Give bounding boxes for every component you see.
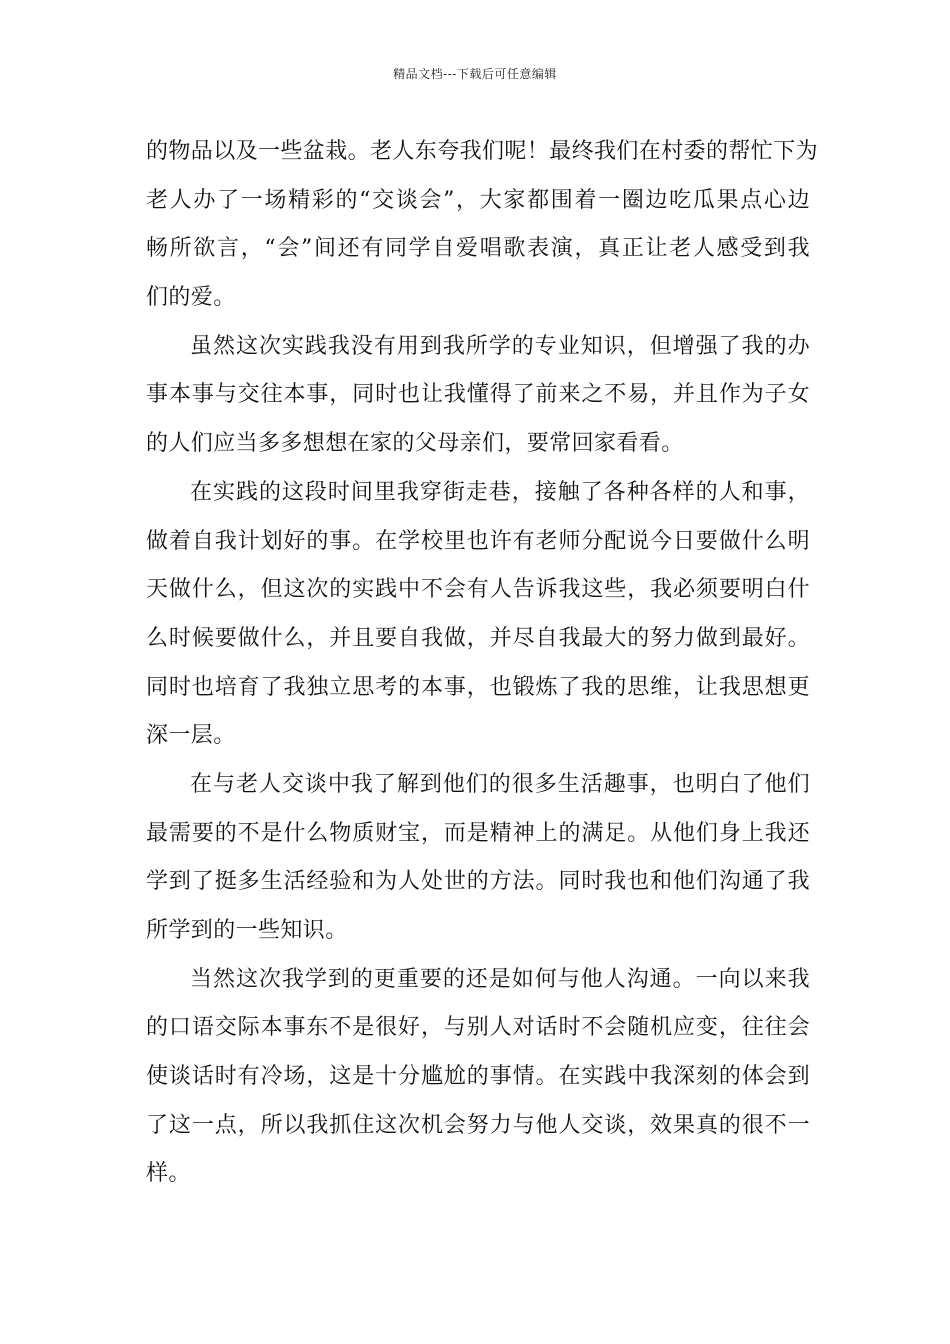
text-line: 学到了挺多生活经验和为人处世的方法。同时我也和他们沟通了我: [146, 869, 810, 895]
paragraph-1: [146, 128, 819, 323]
paragraph-4: [146, 761, 810, 956]
text-line: 老人办了一场精彩的“交谈会”，大家都围着一圈边吃瓜果点心边: [146, 187, 810, 213]
text-line: 畅所欲言，“会”间还有同学自爱唱歌表演，真正让老人感受到我: [146, 236, 810, 262]
text-line: 的口语交际本事东不是很好，与别人对话时不会随机应变，往往会: [146, 1015, 810, 1041]
text-line: 同时也培育了我独立思考的本事，也锻炼了我的思维，让我思想更: [146, 674, 810, 700]
text-line: 当然这次我学到的更重要的还是如何与他人沟通。一向以来我: [190, 966, 810, 992]
text-line: 虽然这次实践我没有用到我所学的专业知识，但增强了我的办: [190, 333, 810, 359]
text-line: 么时候要做什么，并且要自我做，并尽自我最大的努力做到最好。: [146, 625, 810, 651]
text-line: 所学到的一些知识。: [146, 918, 348, 943]
text-line: 了这一点，所以我抓住这次机会努力与他人交谈，效果真的很不一: [146, 1112, 810, 1138]
text-line: 的人们应当多多想想在家的父母亲们，要常回家看看。: [146, 431, 684, 457]
text-line: 样。: [146, 1161, 191, 1187]
text-line: 天做什么，但这次的实践中不会有人告诉我这些，我必须要明白什: [146, 577, 810, 603]
text-line: 在实践的这段时间里我穿街走巷，接触了各种各样的人和事，: [190, 479, 810, 505]
page-header: 精品文档---下载后可任意编辑: [393, 67, 557, 81]
paragraph-3: [146, 469, 810, 761]
text-line: 们的爱。: [146, 285, 236, 311]
text-line: 最需要的不是什么物质财宝，而是精神上的满足。从他们身上我还: [146, 820, 810, 846]
text-line: 深一层。: [146, 723, 236, 749]
text-line: 的物品以及一些盆栽。老人东夸我们呢！最终我们在村委的帮忙下为: [146, 139, 819, 164]
text-line: 事本事与交往本事，同时也让我懂得了前来之不易，并且作为子女: [146, 382, 810, 408]
text-line: 使谈话时有冷场，这是十分尴尬的事情。在实践中我深刻的体会到: [146, 1064, 810, 1090]
document-body: [146, 128, 819, 1199]
paragraph-5: [146, 956, 810, 1199]
paragraph-2: [146, 323, 810, 469]
text-line: 做着自我计划好的事。在学校里也许有老师分配说今日要做什么明: [146, 528, 810, 554]
text-line: 在与老人交谈中我了解到他们的很多生活趣事，也明白了他们: [190, 771, 810, 797]
